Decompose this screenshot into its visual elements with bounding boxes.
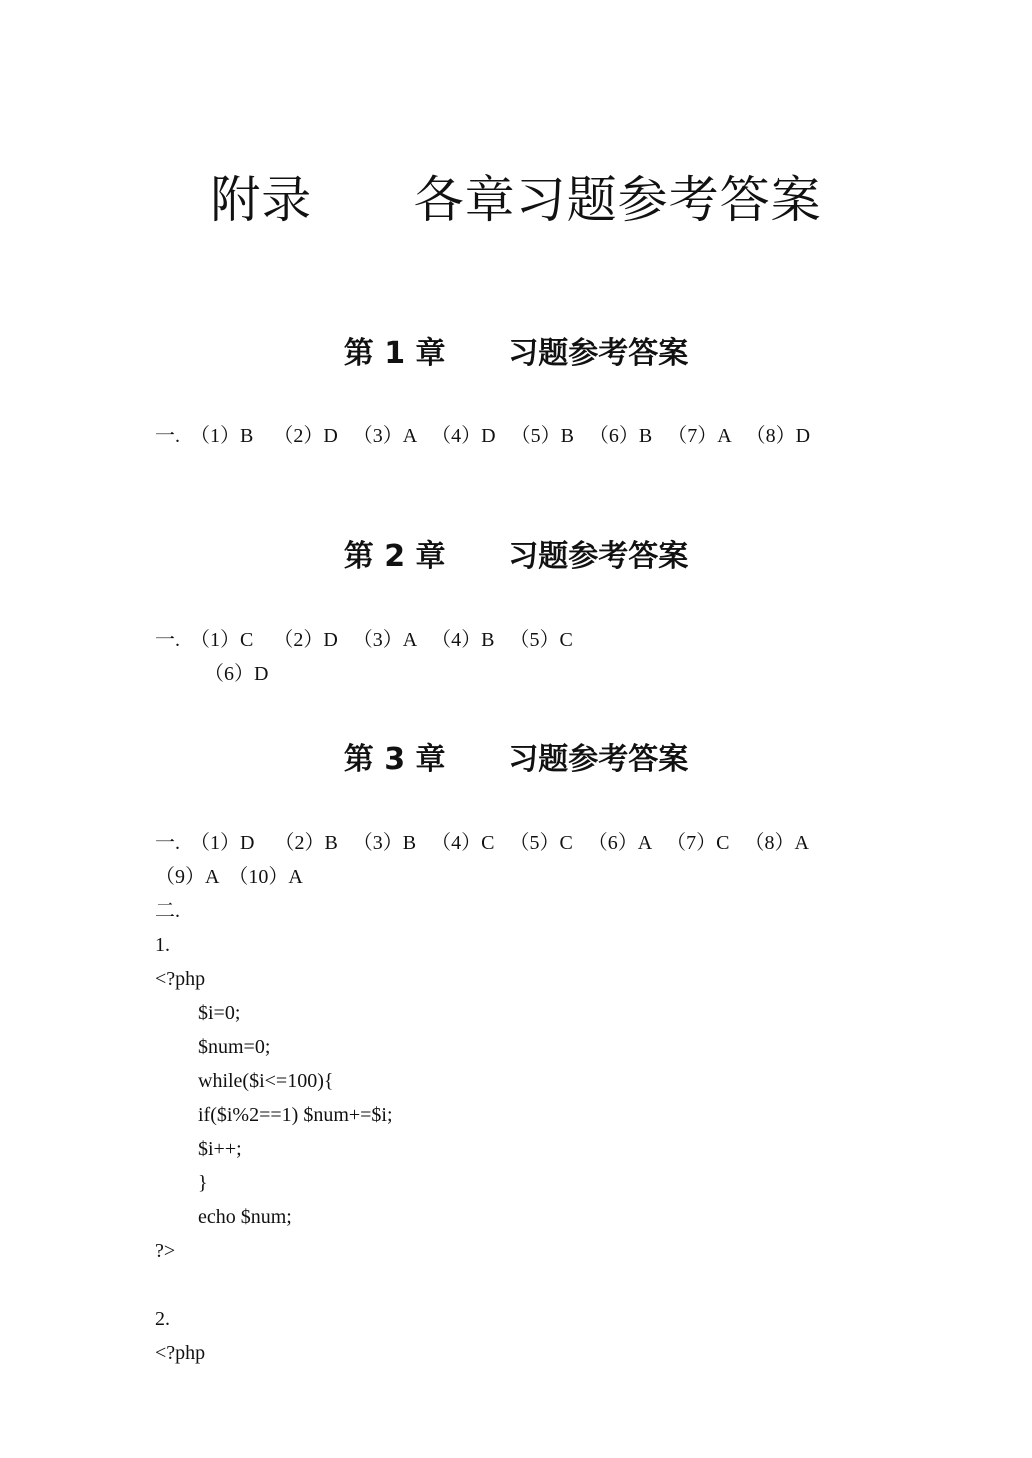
exercise-1-label: 1. — [155, 934, 170, 956]
chapter-1-heading: 第 1 章 习题参考答案 — [343, 336, 689, 371]
section-two-label: 二. — [155, 900, 180, 922]
chapter-3-answers-line-1: 一. （1）D （2）B （3）B （4）C （5）C （6）A （7）C （8）A — [155, 832, 809, 854]
code-line-close-brace: } — [198, 1172, 208, 1194]
code-line-php-open-2: <?php — [155, 1342, 206, 1364]
chapter-3-heading: 第 3 章 习题参考答案 — [343, 742, 689, 777]
exercise-2-label: 2. — [155, 1308, 170, 1330]
code-line-php-open: <?php — [155, 968, 206, 990]
code-line-while: while($i<=100){ — [198, 1070, 334, 1092]
code-line-init-num: $num=0; — [198, 1036, 271, 1058]
code-line-echo: echo $num; — [198, 1206, 292, 1228]
code-line-init-i: $i=0; — [198, 1002, 241, 1024]
code-line-if: if($i%2==1) $num+=$i; — [198, 1104, 393, 1126]
code-line-increment: $i++; — [198, 1138, 242, 1160]
chapter-3-answers-line-2: （9）A （10）A — [155, 866, 303, 888]
code-line-php-close: ?> — [155, 1240, 176, 1262]
chapter-2-answers-line-1: 一. （1）C （2）D （3）A （4）B （5）C — [155, 629, 573, 651]
chapter-2-answers-line-2: （6）D — [204, 663, 269, 685]
chapter-1-answers-line-1: 一. （1）B （2）D （3）A （4）D （5）B （6）B （7）A （8）D — [155, 425, 811, 447]
chapter-2-heading: 第 2 章 习题参考答案 — [343, 539, 689, 574]
page-title: 附录 各章习题参考答案 — [210, 171, 822, 229]
